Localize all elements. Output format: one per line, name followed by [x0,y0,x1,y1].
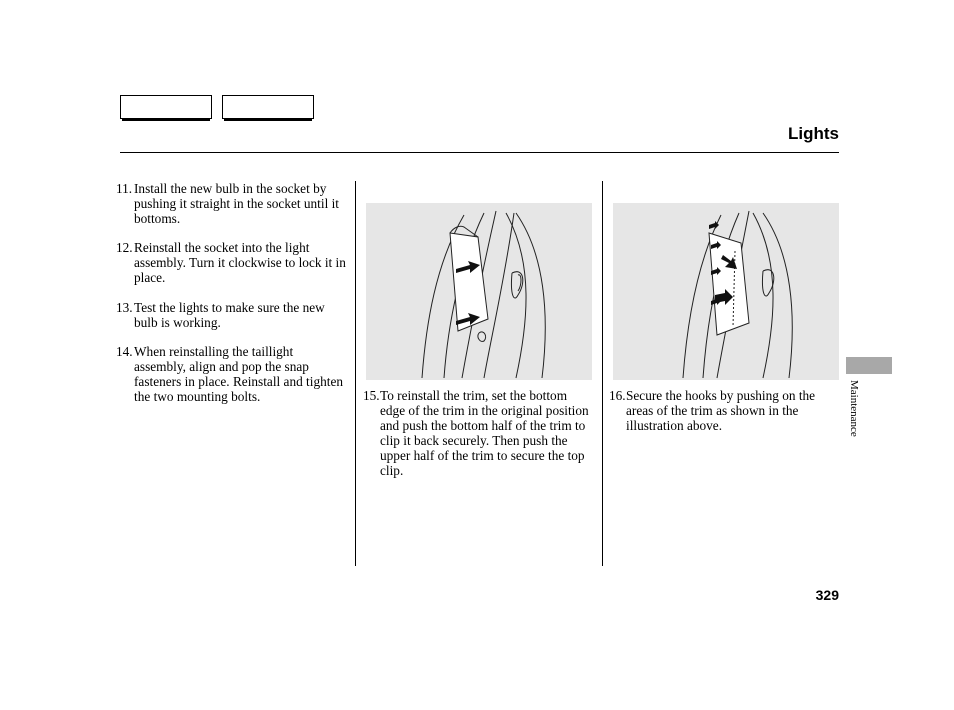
hook-push-illustration [613,203,839,380]
section-tab [846,357,892,374]
step-text: When reinstalling the taillight assembly, align and pop the snap fasteners in place. Reinstall and tighten the two mounting bolts. [134,344,343,404]
step-number: 14. [116,344,133,359]
nav-button-contents[interactable] [120,95,212,119]
illustration-trim-reinstall [366,203,592,380]
step-number: 13. [116,300,133,315]
step-text: Test the lights to make sure the new bulb is working. [134,300,325,330]
nav-button-index[interactable] [222,95,314,119]
step-number: 15. [363,388,380,403]
page-title: Lights [788,124,839,143]
step-number: 16. [609,388,626,403]
step-text: To reinstall the trim, set the bottom edge of the trim in the original position and push the bottom half of the trim to clip it back securely. Then push the upper half of the trim to secure the top clip. [380,388,589,478]
step-15 [363,388,595,478]
illustration-secure-hooks [613,203,839,380]
step-text: Install the new bulb in the socket by pushing it straight in the socket until it bottoms. [134,181,339,226]
column-divider [355,181,356,566]
page-number: 329 [815,587,839,603]
step-number: 12. [116,240,133,255]
step-14 [116,344,348,404]
step-text: Reinstall the socket into the light assembly. Turn it clockwise to lock it in place. [134,240,346,285]
step-number: 11. [116,181,133,196]
step-13 [116,300,348,330]
trim-clip-illustration [366,203,592,380]
step-11 [116,181,348,226]
section-label: Maintenance [848,380,860,437]
step-12 [116,240,348,285]
header-rule [120,152,839,153]
step-text: Secure the hooks by pushing on the areas of the trim as shown in the illustration above. [626,388,816,433]
column-divider [602,181,603,566]
step-16 [609,388,841,433]
